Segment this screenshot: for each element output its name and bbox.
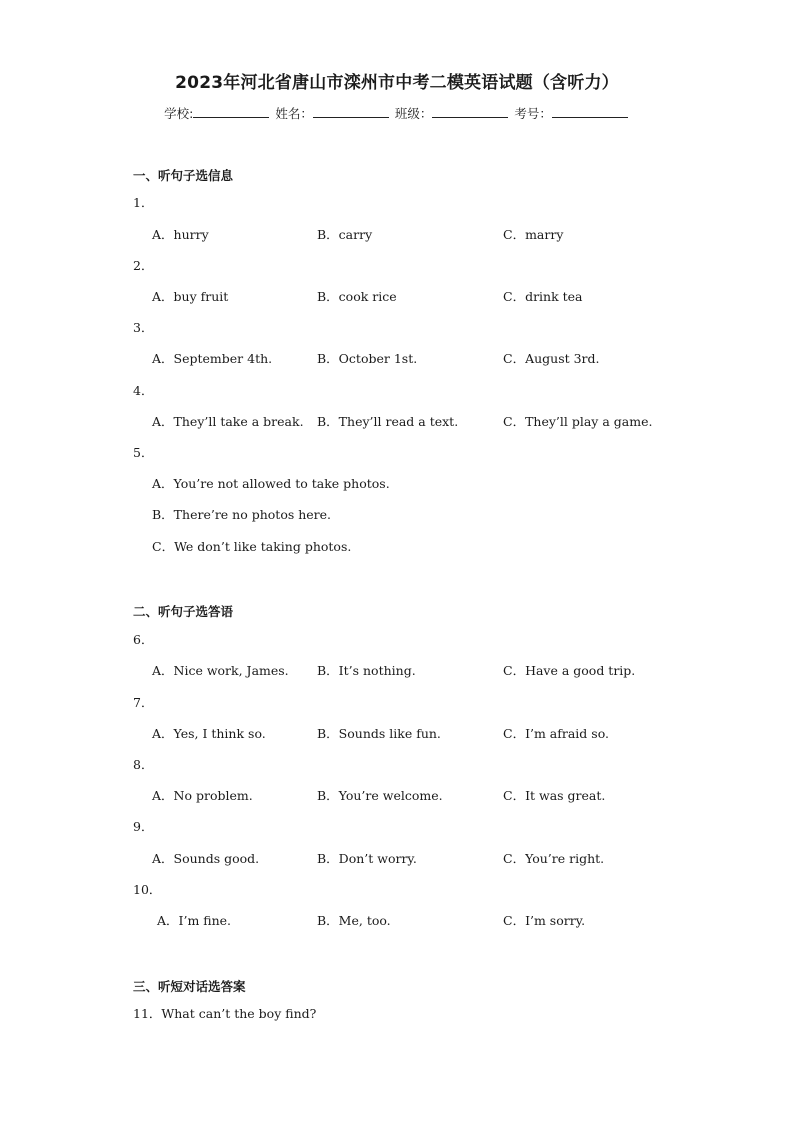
name-blank[interactable]	[313, 105, 389, 118]
option-c[interactable]: C．You’re right.	[503, 851, 605, 866]
question-number: 4．	[133, 383, 154, 398]
question-number: 2．	[133, 258, 154, 273]
question-number: 1．	[133, 195, 154, 210]
question-number: 9．	[133, 819, 154, 834]
option-b[interactable]: B．They’ll read a text.	[317, 414, 459, 429]
question-number	[133, 1004, 316, 1022]
exam-no-label: 考号：	[514, 106, 552, 121]
question-text: What can’t the boy find?	[161, 1006, 317, 1021]
option-b[interactable]: B．It’s nothing.	[317, 663, 416, 678]
option-c[interactable]: C．Have a good trip.	[503, 663, 636, 678]
question-number: 7．	[133, 695, 154, 710]
option-a[interactable]: A．Nice work, James.	[152, 663, 289, 678]
option-a[interactable]: A．hurry	[152, 227, 209, 242]
question-number-label: 11．	[133, 1006, 162, 1021]
option-a[interactable]: A．Yes, I think so.	[152, 726, 266, 741]
option-c[interactable]: C．It was great.	[503, 788, 606, 803]
option-b[interactable]: B．cook rice	[317, 289, 397, 304]
section-heading: 一、听句子选信息	[133, 168, 234, 183]
name-label: 姓名：	[275, 106, 313, 121]
option-b[interactable]: B．carry	[317, 227, 373, 242]
question-number: 8．	[133, 757, 154, 772]
option-c[interactable]: C．drink tea	[503, 289, 583, 304]
option-c[interactable]: C．They’ll play a game.	[503, 414, 653, 429]
option-c[interactable]: C．I’m sorry.	[503, 913, 586, 928]
section-heading: 二、听句子选答语	[133, 604, 234, 619]
option-a[interactable]: A．They’ll take a break.	[152, 414, 304, 429]
option-b[interactable]: B．Me, too.	[317, 913, 391, 928]
question-number: 6．	[133, 632, 154, 647]
class-blank[interactable]	[432, 105, 508, 118]
option-c[interactable]: C．August 3rd.	[503, 351, 600, 366]
school-blank[interactable]	[193, 105, 269, 118]
option-b[interactable]: B．You’re welcome.	[317, 788, 443, 803]
option-c[interactable]: C．I’m afraid so.	[503, 726, 609, 741]
option-b[interactable]: B．Don’t worry.	[317, 851, 417, 866]
option-a[interactable]: A．You’re not allowed to take photos.	[152, 476, 390, 491]
question-number: 3．	[133, 320, 154, 335]
section-heading: 三、听短对话选答案	[133, 979, 246, 994]
option-b[interactable]: B．Sounds like fun.	[317, 726, 441, 741]
question-number: 5．	[133, 445, 154, 460]
option-c[interactable]: C．We don’t like taking photos.	[152, 539, 352, 554]
school-label: 学校:	[164, 106, 194, 121]
page-title: 2023年河北省唐山市滦州市中考二模英语试题（含听力）	[175, 73, 619, 93]
option-a[interactable]: A．Sounds good.	[152, 851, 260, 866]
student-info-line	[0, 104, 794, 122]
option-b[interactable]: B．There’re no photos here.	[152, 507, 332, 522]
option-a[interactable]: A．buy fruit	[152, 289, 229, 304]
option-b[interactable]: B．October 1st.	[317, 351, 418, 366]
exam-no-blank[interactable]	[552, 105, 628, 118]
option-a[interactable]: A．September 4th.	[152, 351, 273, 366]
option-a[interactable]: A．No problem.	[152, 788, 253, 803]
option-a[interactable]: A．I’m fine.	[157, 913, 232, 928]
question-number: 10．	[133, 882, 162, 897]
class-label: 班级：	[394, 106, 433, 121]
option-c[interactable]: C．marry	[503, 227, 564, 242]
